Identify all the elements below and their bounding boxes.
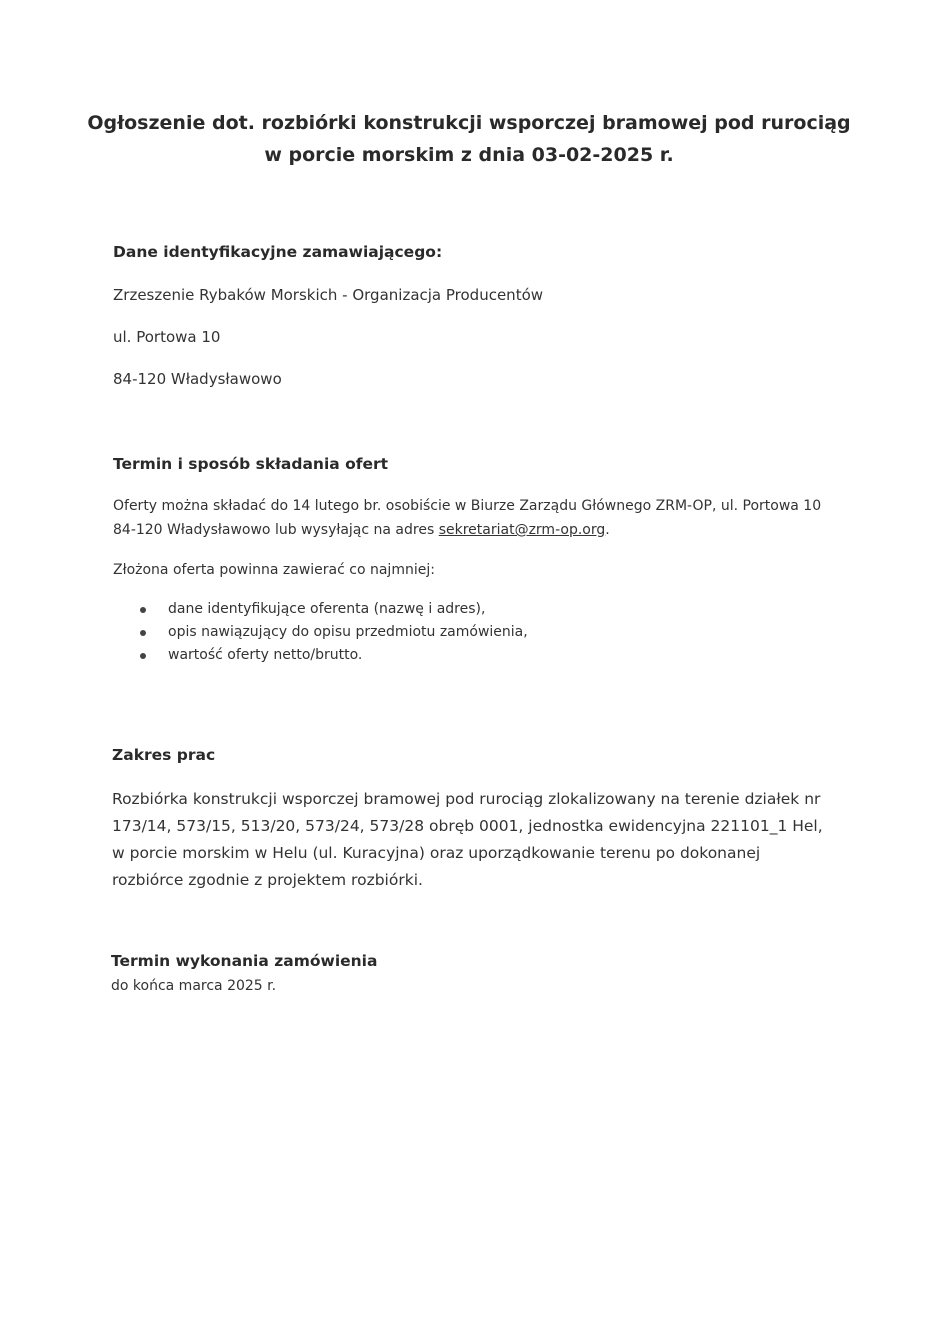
title-line-2: w porcie morskim z dnia 03-02-2025 r. <box>264 144 674 166</box>
ordering-party-street: ul. Portowa 10 <box>113 328 221 346</box>
ordering-party-city: 84-120 Władysławowo <box>113 370 282 388</box>
page-title <box>0 107 938 171</box>
scope-line-3: w porcie morskim w Helu (ul. Kuracyjna) oraz uporządkowanie terenu po dokonanej <box>112 844 761 862</box>
bullet-icon <box>140 653 146 659</box>
deadline-heading: Termin wykonania zamówienia <box>111 952 378 970</box>
deadline-text: do końca marca 2025 r. <box>111 978 277 994</box>
list-item: wartość oferty netto/brutto. <box>140 644 528 667</box>
email-link[interactable]: sekretariat@zrm-op.org <box>438 522 606 538</box>
bullet-icon <box>140 607 146 613</box>
requirements-list <box>140 598 528 667</box>
submission-heading: Termin i sposób składania ofert <box>113 455 389 473</box>
list-item: dane identyfikujące oferenta (nazwę i adres), <box>140 598 528 621</box>
submission-line-2 <box>113 518 821 542</box>
scope-heading: Zakres prac <box>112 746 216 764</box>
list-item: opis nawiązujący do opisu przedmiotu zamówienia, <box>140 621 528 644</box>
scope-line-4: rozbiórce zgodnie z projektem rozbiórki. <box>112 871 423 889</box>
submission-line-2-prefix: 84-120 Władysławowo lub wysyłając na adres <box>113 522 439 538</box>
bullet-icon <box>140 630 146 636</box>
submission-paragraph <box>113 494 821 542</box>
title-line-1: Ogłoszenie dot. rozbiórki konstrukcji wsporczej bramowej pod rurociąg <box>87 112 851 134</box>
submission-line-2-suffix: . <box>605 522 610 538</box>
offer-intro: Złożona oferta powinna zawierać co najmniej: <box>113 562 435 578</box>
ordering-party-name: Zrzeszenie Rybaków Morskich - Organizacja Producentów <box>113 286 544 304</box>
scope-line-2: 173/14, 573/15, 513/20, 573/24, 573/28 obręb 0001, jednostka ewidencyjna 221101_1 Hel, <box>112 817 823 835</box>
scope-paragraph <box>112 786 823 894</box>
ordering-party-heading: Dane identyfikacyjne zamawiającego: <box>113 243 443 261</box>
scope-line-1: Rozbiórka konstrukcji wsporczej bramowej pod rurociąg zlokalizowany na terenie działek nr <box>112 790 821 808</box>
submission-line-1: Oferty można składać do 14 lutego br. osobiście w Biurze Zarządu Głównego ZRM-OP, ul. Portowa 10 <box>113 498 822 514</box>
